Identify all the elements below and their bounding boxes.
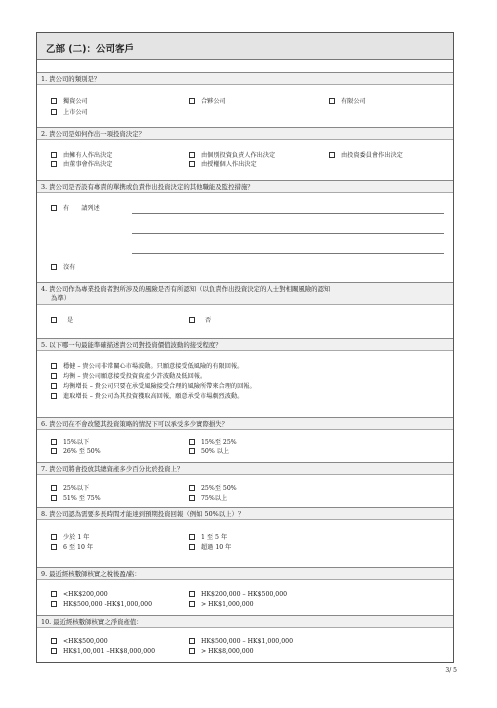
question-6: [37, 417, 453, 462]
answer-line[interactable]: [132, 253, 444, 254]
question-4: [37, 282, 453, 338]
question-8-text: 8. 貴公司認為需要多長時間才能達到預期投資回報（例如 50%以上）？: [37, 508, 453, 520]
checkbox-icon[interactable]: [189, 161, 195, 167]
checkbox-icon[interactable]: [51, 161, 57, 167]
checkbox-icon[interactable]: [51, 648, 57, 654]
checkbox-icon[interactable]: [329, 152, 335, 158]
section-title-bar: [37, 33, 453, 60]
question-9-text: 9. 最近經核數師核實之稅後盈/虧：: [37, 568, 453, 580]
question-2: [37, 127, 453, 180]
option-profit-over-1m[interactable]: > HK$1,000,000: [189, 601, 254, 609]
option-by-owner[interactable]: 由擁有人作出決定: [51, 152, 113, 160]
option-conservative[interactable]: 穩健 – 貴公司非常關心市場波動。只願意接受低風險的有限回報。: [51, 363, 243, 371]
option-listed-company[interactable]: 上市公司: [51, 109, 88, 117]
option-no[interactable]: 否: [189, 317, 211, 325]
option-profit-under-200k[interactable]: <HK$200,000: [51, 591, 108, 599]
option-loss-under-15[interactable]: 15%以下: [51, 439, 89, 447]
option-nav-over-8m[interactable]: > HK$8,000,000: [189, 648, 254, 656]
checkbox-icon[interactable]: [51, 152, 57, 158]
option-by-authorized[interactable]: 由授權個人作出決定: [189, 161, 257, 169]
option-yes[interactable]: 是: [51, 317, 73, 325]
checkbox-icon[interactable]: [51, 495, 57, 501]
checkbox-icon[interactable]: [51, 317, 57, 323]
checkbox-icon[interactable]: [51, 363, 57, 369]
option-balanced-growth[interactable]: 均衡增長 – 貴公司只要在承受風險接受合理的風險所帶來合理的回報。: [51, 383, 256, 391]
option-over-10-years[interactable]: 超過 10 年: [189, 544, 231, 552]
option-profit-500k-1m[interactable]: HK$500,000 -HK$1,000,000: [51, 601, 152, 609]
question-9: [37, 567, 453, 615]
option-limited-company[interactable]: 有限公司: [329, 98, 366, 106]
option-balanced[interactable]: 均衡 – 貴公司願意接受投資資產少許波動及低回報。: [51, 373, 206, 381]
option-profit-200k-500k[interactable]: HK$200,000 – HK$500,000: [189, 591, 287, 599]
option-loss-15-25[interactable]: 15%至 25%: [189, 439, 237, 447]
question-5: [37, 338, 453, 417]
checkbox-icon[interactable]: [51, 534, 57, 540]
question-8: [37, 507, 453, 567]
option-1-5-years[interactable]: 1 至 5 年: [189, 534, 227, 542]
checkbox-icon[interactable]: [189, 648, 195, 654]
option-partnership[interactable]: 合夥公司: [189, 98, 226, 106]
checkbox-icon[interactable]: [189, 98, 195, 104]
checkbox-icon[interactable]: [51, 393, 57, 399]
checkbox-icon[interactable]: [189, 638, 195, 644]
question-7: [37, 462, 453, 507]
question-10-text: 10. 最近經核數師核實之淨資產值：: [37, 616, 453, 628]
question-3-text: 3. 貴公司是否設有專責的單携或負責作出投資決定的其他職能及監控措施？: [37, 181, 453, 193]
option-by-board[interactable]: 由董事會作出決定: [51, 161, 113, 169]
question-3: [37, 180, 453, 282]
option-sole-proprietor[interactable]: 獨資公司: [51, 98, 88, 106]
question-1-text: 1. 貴公司的類別是？: [37, 73, 453, 85]
option-aggressive-growth[interactable]: 進取增長 – 貴公司為其投資獲取高回報，願意承受市場劇烈波動。: [51, 393, 243, 401]
checkbox-icon[interactable]: [51, 591, 57, 597]
question-6-text: 6. 貴公司在不會改變其投資策略的情況下可以承受多少實際損失？: [37, 418, 453, 430]
checkbox-icon[interactable]: [189, 485, 195, 491]
question-1: [37, 72, 453, 127]
option-nav-1m-8m[interactable]: HK$1,00,001 –HK$8,000,000: [51, 648, 155, 656]
checkbox-icon[interactable]: [51, 448, 57, 454]
checkbox-icon[interactable]: [189, 448, 195, 454]
option-6-10-years[interactable]: 6 至 10 年: [51, 544, 93, 552]
checkbox-icon[interactable]: [189, 534, 195, 540]
checkbox-icon[interactable]: [189, 601, 195, 607]
question-10: [37, 615, 453, 664]
checkbox-icon[interactable]: [189, 591, 195, 597]
option-under-1-year[interactable]: 少於 1 年: [51, 534, 89, 542]
checkbox-icon[interactable]: [189, 439, 195, 445]
option-loss-over-50[interactable]: 50% 以上: [189, 448, 229, 456]
option-yes[interactable]: 有 請列述: [51, 205, 100, 213]
question-2-text: 2. 貴公司是如何作出一項投資決定？: [37, 128, 453, 140]
checkbox-icon[interactable]: [189, 544, 195, 550]
option-assets-25-50[interactable]: 25%至 50%: [189, 485, 237, 493]
answer-line[interactable]: [132, 233, 444, 234]
checkbox-icon[interactable]: [189, 152, 195, 158]
checkbox-icon[interactable]: [51, 485, 57, 491]
checkbox-icon[interactable]: [189, 317, 195, 323]
option-no[interactable]: 沒有: [51, 264, 75, 272]
page-number: 3/ 5: [445, 667, 457, 674]
checkbox-icon[interactable]: [51, 601, 57, 607]
option-assets-over-75[interactable]: 75%以上: [189, 495, 227, 503]
checkbox-icon[interactable]: [51, 383, 57, 389]
question-4-text: 4. 貴公司作為專業投資者對所涉及的風險是否有所認知（以負責作出投資決定的人士對相關風險的認知 為準）: [37, 283, 453, 305]
checkbox-icon[interactable]: [51, 98, 57, 104]
form-frame: [36, 32, 454, 663]
checkbox-icon[interactable]: [51, 264, 57, 270]
checkbox-icon[interactable]: [329, 98, 335, 104]
checkbox-icon[interactable]: [51, 638, 57, 644]
option-loss-26-50[interactable]: 26% 至 50%: [51, 448, 101, 456]
checkbox-icon[interactable]: [51, 205, 57, 211]
checkbox-icon[interactable]: [189, 495, 195, 501]
question-7-text: 7. 貴公司將會投放其總資產多少百分比於投資上？: [37, 463, 453, 475]
checkbox-icon[interactable]: [51, 109, 57, 115]
checkbox-icon[interactable]: [51, 373, 57, 379]
option-assets-51-75[interactable]: 51% 至 75%: [51, 495, 101, 503]
checkbox-icon[interactable]: [51, 544, 57, 550]
question-5-text: 5. 以下哪一句最能準確描述貴公司對投資價值波動的接受程度？: [37, 339, 453, 351]
answer-line[interactable]: [132, 213, 444, 214]
option-nav-under-500k[interactable]: <HK$500,000: [51, 638, 108, 646]
page-title: 乙部 (二)：公司客戶: [46, 44, 134, 55]
option-nav-500k-1m[interactable]: HK$500,000 – HK$1,000,000: [189, 638, 293, 646]
option-by-committee[interactable]: 由投資委員會作出決定: [329, 152, 403, 160]
checkbox-icon[interactable]: [51, 439, 57, 445]
option-assets-under-25[interactable]: 25%以下: [51, 485, 89, 493]
option-by-individual[interactable]: 由個別投資負責人作出決定: [189, 152, 275, 160]
